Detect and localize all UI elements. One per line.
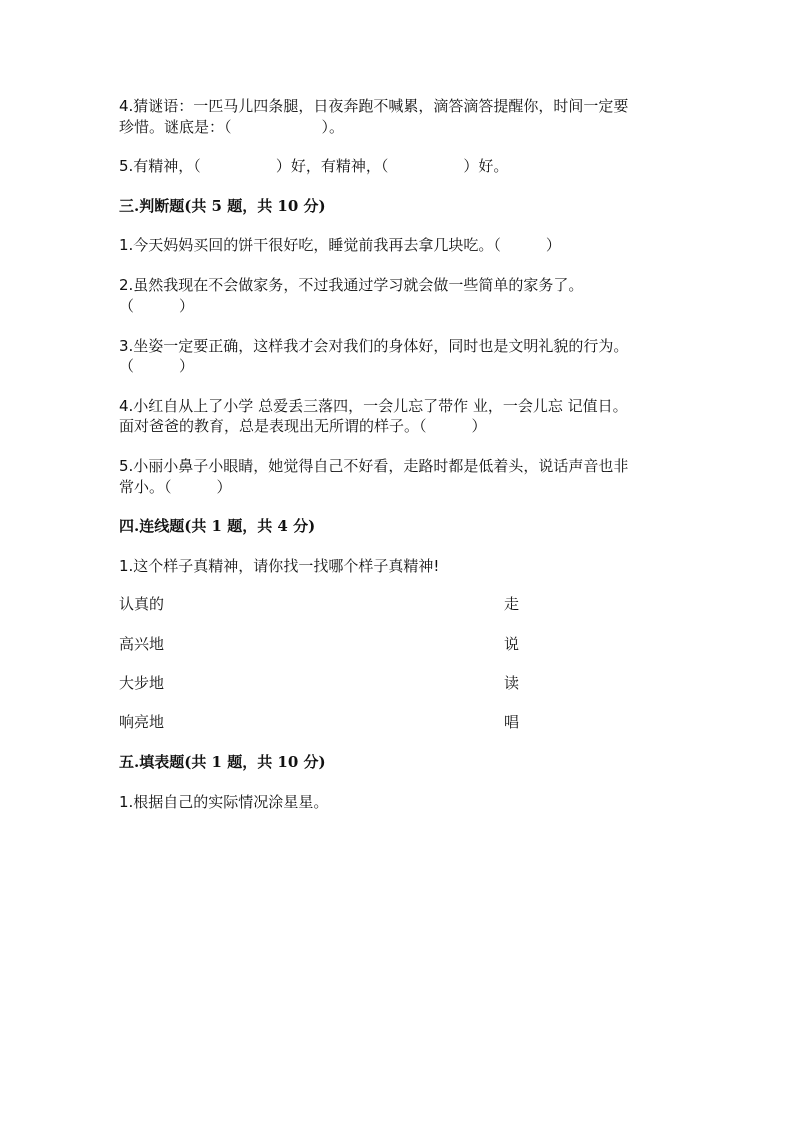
match-q1: 1.这个样子真精神，请你找一找哪个样子真精神! xyxy=(119,557,440,575)
match-left-item: 大步地 xyxy=(119,674,165,692)
judge-q2-line2: （ ） xyxy=(119,297,195,315)
judge-q4-line1: 4.小红自从上了小学 总爱丢三落四，一会儿忘了带作 业，一会儿忘 记值日。 xyxy=(119,397,628,415)
judge-q4-line2: 面对爸爸的教育，总是表现出无所谓的样子。（ ） xyxy=(119,417,487,435)
judge-q2-line1: 2.虽然我现在不会做家务，不过我通过学习就会做一些简单的家务了。 xyxy=(119,276,584,294)
match-right-item: 唱 xyxy=(504,713,520,731)
section3-title: 三.判断题(共 5 题，共 10 分) xyxy=(119,197,326,215)
match-right-item: 读 xyxy=(504,674,520,692)
match-left-item: 高兴地 xyxy=(119,635,165,653)
match-right-item: 走 xyxy=(504,595,520,613)
table-q1: 1.根据自己的实际情况涂星星。 xyxy=(119,793,329,811)
section4-title: 四.连线题(共 1 题，共 4 分) xyxy=(119,517,316,535)
fill-q4-line1: 4.猜谜语：一匹马儿四条腿，日夜奔跑不喊累，滴答滴答提醒你，时间一定要 xyxy=(119,97,629,115)
judge-q1: 1.今天妈妈买回的饼干很好吃，睡觉前我再去拿几块吃。（ ） xyxy=(119,236,561,254)
section5-title: 五.填表题(共 1 题，共 10 分) xyxy=(119,753,326,771)
judge-q3-line1: 3.坐姿一定要正确，这样我才会对我们的身体好，同时也是文明礼貌的行为。 xyxy=(119,337,629,355)
fill-q5: 5.有精神，（ ）好，有精神，（ ）好。 xyxy=(119,157,509,175)
fill-q4-line2: 珍惜。谜底是：（ ）。 xyxy=(119,118,345,136)
match-right-item: 说 xyxy=(504,635,520,653)
judge-q5-line2: 常小。（ ） xyxy=(119,478,232,496)
match-left-item: 响亮地 xyxy=(119,713,165,731)
judge-q5-line1: 5.小丽小鼻子小眼睛，她觉得自己不好看，走路时都是低着头，说话声音也非 xyxy=(119,457,629,475)
match-left-item: 认真的 xyxy=(119,595,165,613)
judge-q3-line2: （ ） xyxy=(119,357,195,375)
